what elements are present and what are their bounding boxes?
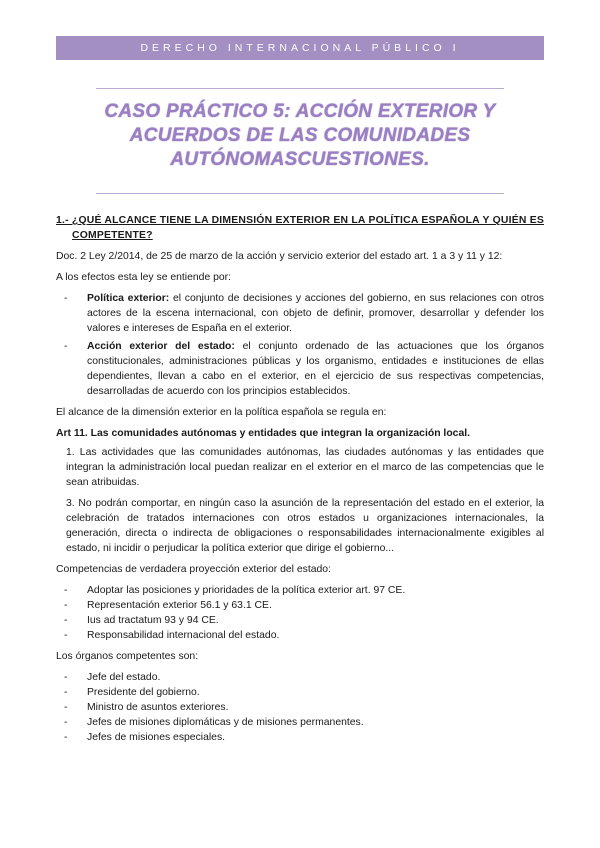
organs-list — [56, 670, 544, 745]
competences-list — [56, 583, 544, 643]
definition-term: Acción exterior del estado: — [87, 341, 235, 352]
title-line-1: CASO PRÁCTICO 5: ACCIÓN EXTERIOR Y — [104, 101, 496, 122]
subject-header-banner: DERECHO INTERNACIONAL PÚBLICO I — [56, 36, 544, 60]
definition-item — [56, 339, 544, 399]
list-item: - Jefes de misiones diplomáticas y de misiones permanentes. — [56, 715, 544, 730]
question-heading: 1.- ¿QUÉ ALCANCE TIENE LA DIMENSIÓN EXTERIOR EN LA POLÍTICA ESPAÑOLA Y QUIÉN ES COMPETENTE? — [56, 215, 544, 241]
list-item: - Ministro de asuntos exteriores. — [56, 700, 544, 715]
article-paragraph-3: 3. No podrán comportar, en ningún caso la asunción de la representación del estado en el exterior, la celebración de tratados internaciones con otros estados u organizaciones internacionales, la generación, directa o indirecta de obligaciones o responsabilidades internacionalmente exigibles al estado, ni incidir o perjudicar la política exterior que dirige el gobierno... — [66, 498, 544, 554]
title-bottom-rule — [96, 193, 504, 194]
competences-intro: Competencias de verdadera proyección exterior del estado: — [56, 564, 331, 575]
list-item: - Jefe del estado. — [56, 670, 544, 685]
page-title — [96, 100, 504, 172]
scope-intro: El alcance de la dimensión exterior en la política española se regula en: — [56, 407, 387, 418]
list-item: - Presidente del gobierno. — [56, 685, 544, 700]
list-item: - Ius ad tractatum 93 y 94 CE. — [56, 613, 544, 628]
definition-text: el conjunto ordenado de las actuaciones que los órganos constitucionales, administraciones públicas y los organismo, entidades e instituciones de ellas dependientes, llevan a cabo en el exterior, en el ejercicio de sus respectivas competencias, desarrolladas de acuerdo con los principios establecidos. — [87, 341, 544, 397]
definition-text: el conjunto de decisiones y acciones del gobierno, en sus relaciones con otros actores de la escena internacional, con objeto de definir, promover, desarrollar y defender los valores e intereses de España en el exterior. — [87, 293, 544, 334]
definition-item — [56, 291, 544, 336]
definition-term: Política exterior: — [87, 293, 170, 304]
organs-intro: Los órganos competentes son: — [56, 651, 199, 662]
title-line-2: ACUERDOS DE LAS COMUNIDADES — [129, 125, 471, 146]
definitions-intro: A los efectos esta ley se entiende por: — [56, 272, 232, 283]
definitions-list — [56, 291, 544, 399]
title-line-3: AUTÓNOMASCUESTIONES. — [170, 149, 430, 170]
list-item: - Representación exterior 56.1 y 63.1 CE. — [56, 598, 544, 613]
list-item: - Jefes de misiones especiales. — [56, 730, 544, 745]
title-top-rule — [96, 88, 504, 89]
article-paragraph-1: 1. Las actividades que las comunidades autónomas, las ciudades autónomas y las entidades que integran la administración local puedan realizar en el exterior en el marco de las competencias que le sean atribuidas. — [66, 447, 544, 488]
list-item: - Adoptar las posiciones y prioridades de la política exterior art. 97 CE. — [56, 583, 544, 598]
list-item: - Responsabilidad internacional del estado. — [56, 628, 544, 643]
document-body — [56, 213, 544, 751]
article-title: Art 11. Las comunidades autónomas y entidades que integran la organización local. — [56, 428, 470, 439]
doc-reference: Doc. 2 Ley 2/2014, de 25 de marzo de la acción y servicio exterior del estado art. 1 a 3 y 11 y 12: — [56, 251, 503, 262]
